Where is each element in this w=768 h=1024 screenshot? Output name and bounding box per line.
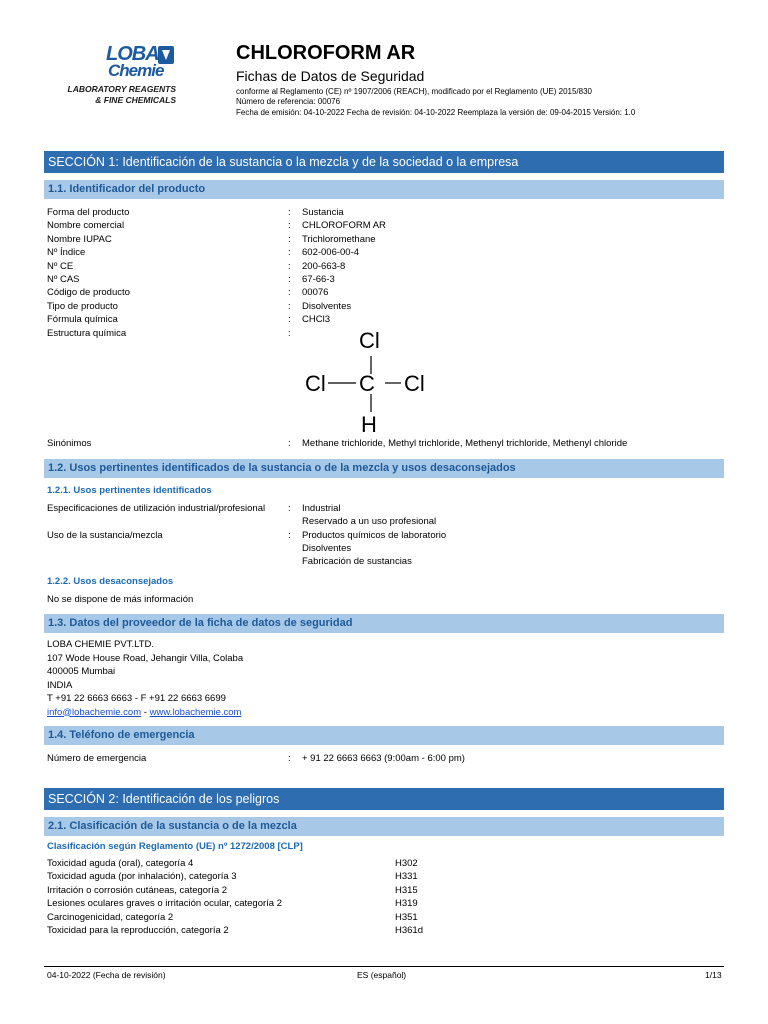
identifier-value: Trichloromethane <box>302 233 376 245</box>
synonyms-value: Methane trichloride, Methyl trichloride, Methenyl trichloride, Methenyl chloride <box>302 438 628 449</box>
hazard-row <box>47 857 467 870</box>
footer-language: ES (español) <box>357 970 407 980</box>
regulation-note: conforme al Reglamento (CE) nº 1907/2006 (REACH), modificado por el Reglamento (UE) 2015/830 <box>236 87 592 96</box>
document-title: CHLOROFORM AR <box>236 42 416 64</box>
logo-tagline-2: & FINE CHEMICALS <box>95 95 176 105</box>
identifier-label: Fórmula química <box>47 314 118 326</box>
footer-page-number: 1/13 <box>705 970 722 980</box>
colon: : <box>288 327 291 339</box>
synonyms-label: Sinónimos <box>47 438 92 449</box>
product-identifier-row <box>47 273 727 286</box>
identifier-label: Estructura química <box>47 327 127 339</box>
hazard-row <box>47 924 467 937</box>
footer-revision-date: 04-10-2022 (Fecha de revisión) <box>47 970 166 980</box>
hazard-code: H302 <box>395 858 418 869</box>
emergency-row <box>47 752 727 765</box>
product-identifier-row <box>47 233 727 246</box>
hazard-class: Lesiones oculares graves o irritación ocular, categoría 2 <box>47 898 282 910</box>
website-link[interactable]: www.lobachemie.com <box>149 706 242 718</box>
use-row-industrial <box>47 502 727 515</box>
hazard-row <box>47 897 467 910</box>
dates-version: Fecha de emisión: 04-10-2022 Fecha de revisión: 04-10-2022 Reemplaza la versión de: 09-04-2015 Versión: 1.0 <box>236 108 636 117</box>
use-value: Fabricación de sustancias <box>302 556 412 567</box>
supplier-block <box>47 638 243 719</box>
hazard-code: H361d <box>395 925 423 936</box>
use-value: Productos químicos de laboratorio <box>302 530 447 541</box>
logo-tagline <box>40 84 176 106</box>
product-identifier-row <box>47 313 727 326</box>
hazard-class: Toxicidad aguda (oral), categoría 4 <box>47 858 194 869</box>
section-2-1-header: 2.1. Clasificación de la sustancia o de la mezcla <box>44 817 724 836</box>
synonyms-row <box>47 437 727 450</box>
link-separator: - <box>141 706 150 718</box>
hazard-class: Toxicidad aguda (por inhalación), categoría 3 <box>47 871 237 883</box>
hazard-class: Carcinogenicidad, categoría 2 <box>47 911 174 923</box>
atom-cl-top: Cl <box>359 328 380 353</box>
product-identifier-row <box>47 246 727 259</box>
supplier-city: 400005 Mumbai <box>47 666 116 677</box>
colon: : <box>288 753 291 764</box>
hazard-code: H315 <box>395 884 418 896</box>
emergency-label: Número de emergencia <box>47 753 147 764</box>
colon: : <box>288 530 291 541</box>
colon: : <box>288 274 291 285</box>
supplier-address: 107 Wode House Road, Jehangir Villa, Colaba <box>47 652 244 664</box>
colon: : <box>288 220 291 232</box>
colon: : <box>288 287 291 299</box>
use-row-industrial-2 <box>47 515 727 528</box>
section-1-3-header: 1.3. Datos del proveedor de la ficha de datos de seguridad <box>44 614 724 633</box>
identifier-value: 67-66-3 <box>302 274 335 285</box>
reference-number: Número de referencia: 00076 <box>236 97 341 106</box>
identifier-value: CHCl3 <box>302 314 330 326</box>
use-value: Disolventes <box>302 543 352 554</box>
colon: : <box>288 438 291 449</box>
use-value: Industrial <box>302 503 341 514</box>
colon: : <box>288 260 291 272</box>
logo-text-chemie: Chemie <box>108 61 164 80</box>
hazard-code: H351 <box>395 911 418 923</box>
no-info-text: No se dispone de más información <box>47 594 194 605</box>
section-2-header: SECCIÓN 2: Identificación de los peligros <box>44 788 724 810</box>
section-1-2-header: 1.2. Usos pertinentes identificados de la sustancia o de la mezcla y usos desaconsejados <box>44 459 724 478</box>
identifier-label: Nombre IUPAC <box>47 233 112 245</box>
use-row-substance <box>47 529 727 542</box>
supplier-name: LOBA CHEMIE PVT.LTD. <box>47 639 154 650</box>
product-identifier-row <box>47 260 727 273</box>
hazard-row <box>47 911 467 924</box>
product-identifier-row <box>47 219 727 232</box>
product-identifier-row <box>47 206 727 219</box>
product-identifier-row <box>47 286 727 299</box>
use-label: Uso de la sustancia/mezcla <box>47 530 163 541</box>
atom-c-center: C <box>359 371 375 396</box>
colon: : <box>288 300 291 312</box>
identifier-label: Código de producto <box>47 287 130 299</box>
colon: : <box>288 233 291 245</box>
identifier-value: 00076 <box>302 287 329 299</box>
identifier-label: Nº CE <box>47 260 74 272</box>
hazard-class: Irritación o corrosión cutáneas, categoría 2 <box>47 884 228 896</box>
identifier-value: 602-006-00-4 <box>302 247 360 259</box>
footer-divider <box>44 966 724 967</box>
logo-tagline-1: LABORATORY REAGENTS <box>67 84 176 94</box>
use-value: Reservado a un uso profesional <box>302 516 437 527</box>
identifier-label: Nº CAS <box>47 274 80 285</box>
section-1-4-header: 1.4. Teléfono de emergencia <box>44 726 724 745</box>
hazard-row <box>47 884 467 897</box>
chemical-structure <box>300 326 440 436</box>
colon: : <box>288 207 291 218</box>
identifier-label: Nombre comercial <box>47 220 125 232</box>
clp-classification-header: Clasificación según Reglamento (UE) nº 1272/2008 [CLP] <box>47 841 303 852</box>
document-subtitle: Fichas de Datos de Seguridad <box>236 68 425 84</box>
colon: : <box>288 247 291 259</box>
product-identifier-row <box>47 300 727 313</box>
supplier-country: INDIA <box>47 679 73 691</box>
hazard-class: Toxicidad para la reproducción, categoría 2 <box>47 925 229 936</box>
identifier-value: Sustancia <box>302 207 344 218</box>
atom-cl-left: Cl <box>305 371 326 396</box>
supplier-contact-links <box>47 706 243 720</box>
logo-text-loba: LOBA <box>106 43 159 65</box>
hazard-code: H331 <box>395 871 418 883</box>
atom-cl-right: Cl <box>404 371 425 396</box>
identifier-label: Nº Índice <box>47 247 86 259</box>
use-label: Especificaciones de utilización industrial/profesional <box>47 503 266 514</box>
identifier-value: CHLOROFORM AR <box>302 220 386 232</box>
use-row-substance-2 <box>47 542 727 555</box>
section-1-2-1-header: 1.2.1. Usos pertinentes identificados <box>47 485 212 496</box>
use-row-substance-3 <box>47 555 727 568</box>
identifier-value: Disolventes <box>302 300 352 312</box>
supplier-phone: T +91 22 6663 6663 - F +91 22 6663 6699 <box>47 693 226 704</box>
colon: : <box>288 503 291 514</box>
atom-h-bottom: H <box>361 412 377 437</box>
identifier-label: Forma del producto <box>47 207 130 218</box>
section-1-2-2-header: 1.2.2. Usos desaconsejados <box>47 576 174 587</box>
email-link[interactable]: info@lobachemie.com <box>47 706 142 718</box>
identifier-value: 200-663-8 <box>302 260 346 272</box>
section-1-header: SECCIÓN 1: Identificación de la sustancia o la mezcla y de la sociedad o la empresa <box>44 151 724 173</box>
hazard-code: H319 <box>395 898 418 910</box>
section-1-1-header: 1.1. Identificador del producto <box>44 180 724 199</box>
colon: : <box>288 314 291 326</box>
hazard-row <box>47 870 467 883</box>
emergency-value: + 91 22 6663 6663 (9:00am - 6:00 pm) <box>302 753 465 764</box>
identifier-label: Tipo de producto <box>47 300 118 312</box>
